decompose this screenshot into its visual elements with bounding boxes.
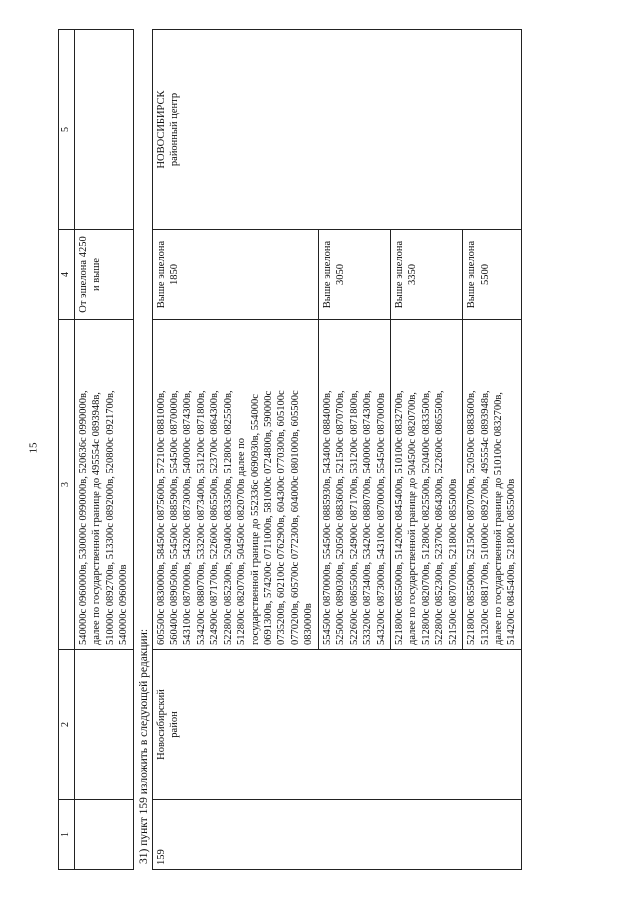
coords-cell: 540000с 0960000в, 530000с 0990000в, 520636с 0990000в, далее по государственной границе до 495554с 0893948в, 510000с 0892700в, 513300с 0892000в, 520800с 0921700в, 540000с 0960000в [74,320,133,650]
altitude-cell: Выше эшелона 1850 [152,230,318,320]
top-table [58,29,134,870]
coords-cell: 521800с 0855000в, 521500с 0870700в, 520500с 0883600в, 513200с 0881700в, 510000с 0892700в, 495554с 0893948в, далее по государственной границе до 510100с 0832700в, 514200с 0845400в, 521800с 0855000в [463,320,522,650]
table-row [152,30,318,870]
altitude-cell: От эшелона 4250 и выше [74,230,133,320]
header-cell-2: 2 [59,650,75,800]
center-name: НОВОСИБИРСК районный центр [152,30,521,230]
rotated-document [58,30,522,870]
coords-cell: 521800с 0855000в, 514200с 0845400в, 510100с 0832700в, далее по государственной границе до 504500с 0820700в, 512800с 0820700в, 512800с 0825500в, 520400с 0833500в, 522800с 0852300в, 523700с 0864300в, 522600с 0865500в, 521500с 0870700в, 521800с 0855000в [390,320,462,650]
amendment-caption: 31) пункт 159 изложить в следующей редакции: [137,628,150,864]
header-row [59,30,75,870]
coords-cell: 554500с 0870000в, 554500с 0885930в, 543400с 0884000в, 525000с 0890300в, 520500с 0883600в, 521500с 0870700в, 522600с 0865500в, 524900с 0871700в, 531200с 0871800в, 533200с 0873400в, 534200с 0880700в, 540000с 0874300в, 543200с 0873000в, 543100с 0870000в, 554500с 0870000в [318,320,390,650]
coords-cell: 605500с 0830000в, 584500с 0875600в, 572100с 0881000в, 560400с 0890500в, 554500с 0885900в, 554500с 0870000в, 543100с 0870000в, 543200с 0873000в, 540000с 0874300в, 534200с 0880700в, 533200с 0873400в, 531200с 0871800в, 524900с 0871700в, 522600с 0865500в, 523700с 0864300в, 522800с 0852300в, 520400с 0833500в, 512800с 0825500в, 512800с 0820700в, 504500с 0820700в далее по государственной границе до 552336с 0690930в, 554000с 0691300в, 574200с 0711000в, 581000с 0724800в, 590000с 0735200в, 602100с 0762900в, 604300с 0770300в, 605100с 0770200в, 605700с 0772300в, 604000с 0801000в, 605500с 0830000в [152,320,318,650]
altitude-cell: Выше эшелона 3050 [318,230,390,320]
header-cell-5: 5 [59,30,75,230]
altitude-cell: Выше эшелона 5500 [463,230,522,320]
region-name: Новосибирский район [152,650,521,800]
header-cell-1: 1 [59,800,75,870]
row-number: 159 [152,800,521,870]
main-table [152,29,522,870]
table-row [74,30,133,870]
header-cell-3: 3 [59,320,75,650]
page-number: 15 [27,442,40,454]
altitude-cell: Выше эшелона 3350 [390,230,462,320]
header-cell-4: 4 [59,230,75,320]
